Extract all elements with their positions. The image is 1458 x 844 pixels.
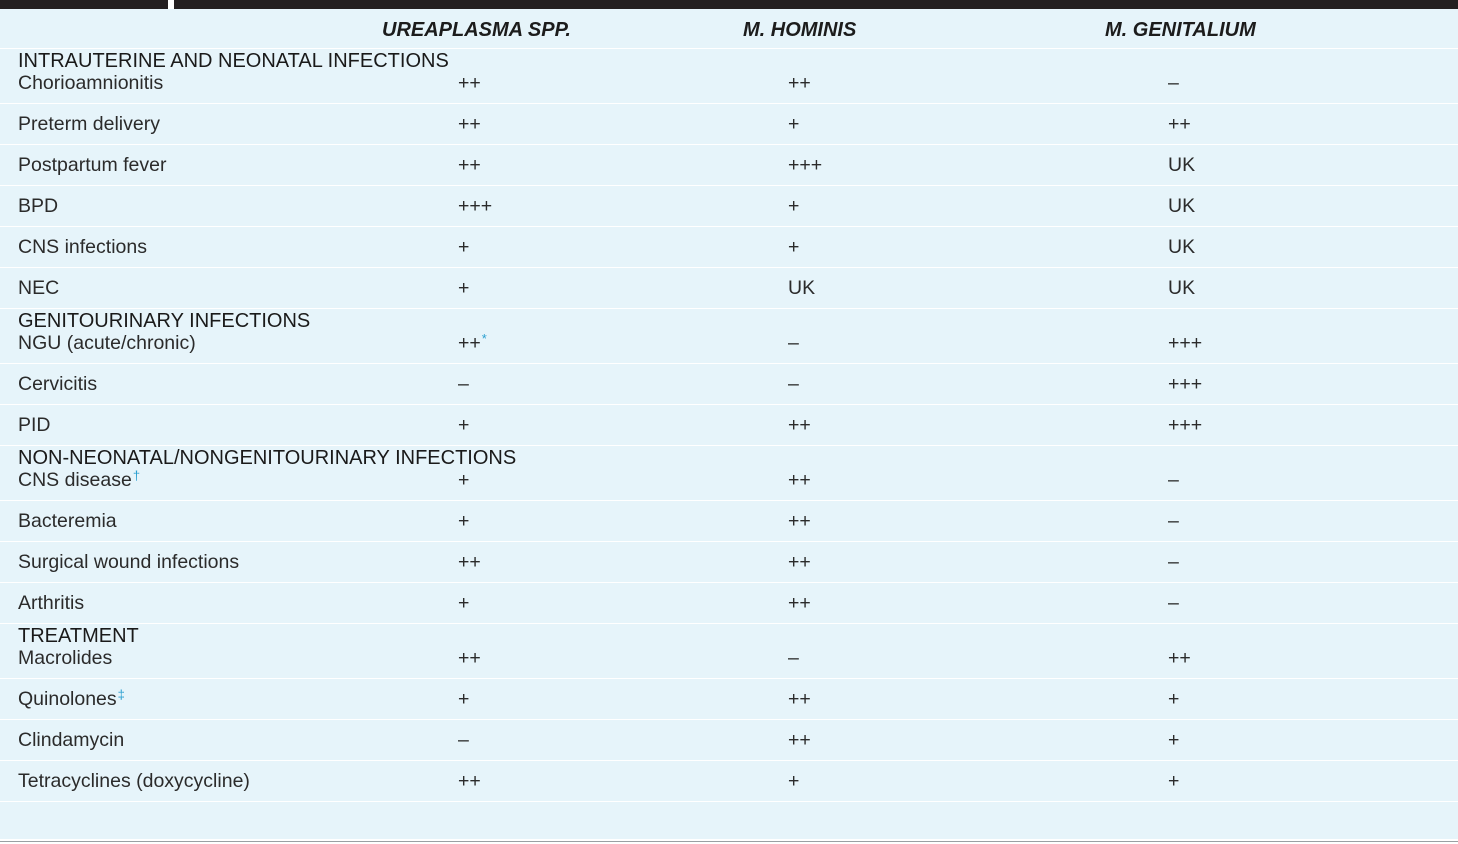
row-label: BPD <box>18 195 59 217</box>
hominis-value: – <box>788 647 799 669</box>
ureaplasma-value: ++ <box>458 770 481 792</box>
ureaplasma-value: + <box>458 236 470 258</box>
row-label: Macrolides <box>18 647 113 669</box>
ureaplasma-value: +++ <box>458 195 493 217</box>
ureaplasma-value: + <box>458 469 470 491</box>
section-title: INTRAUTERINE AND NEONATAL INFECTIONS <box>18 50 449 72</box>
row-label: CNS infections <box>18 236 147 258</box>
genitalium-value: UK <box>1168 277 1196 299</box>
header-ureaplasma: UREAPLASMA SPP. <box>382 19 571 41</box>
genitalium-value: – <box>1168 469 1179 491</box>
header-m-genitalium: M. GENITALIUM <box>1105 19 1256 41</box>
genitalium-value: UK <box>1168 236 1196 258</box>
genitalium-value: UK <box>1168 195 1196 217</box>
row-label: Chorioamnionitis <box>18 72 164 94</box>
table-row <box>0 583 1458 624</box>
hominis-value: ++ <box>788 414 811 436</box>
ureaplasma-value: ++ <box>458 647 481 669</box>
genitalium-value: ++ <box>1168 113 1191 135</box>
section-title: GENITOURINARY INFECTIONS <box>18 310 311 332</box>
comparison-table <box>0 9 1458 839</box>
hominis-value: ++ <box>788 72 811 94</box>
hominis-value: + <box>788 195 800 217</box>
section-title: TREATMENT <box>18 625 139 647</box>
genitalium-value: – <box>1168 72 1179 94</box>
hominis-value: ++ <box>788 592 811 614</box>
top-rule-notch <box>168 0 174 9</box>
table-row <box>0 542 1458 583</box>
table-row <box>0 364 1458 405</box>
genitalium-value: UK <box>1168 154 1196 176</box>
table-header-row <box>0 9 1458 49</box>
table-row <box>0 331 1458 364</box>
genitalium-value: + <box>1168 729 1180 751</box>
ureaplasma-value: + <box>458 688 470 710</box>
footnote-marker: * <box>481 331 487 346</box>
genitalium-value: + <box>1168 770 1180 792</box>
ureaplasma-value: – <box>458 373 469 395</box>
section-heading <box>0 446 1458 468</box>
table-row <box>0 646 1458 679</box>
hominis-value: ++ <box>788 551 811 573</box>
ureaplasma-value: ++ <box>458 113 481 135</box>
hominis-value: ++ <box>788 469 811 491</box>
hominis-value: +++ <box>788 154 823 176</box>
row-label: Bacteremia <box>18 510 117 532</box>
row-label: Preterm delivery <box>18 113 160 135</box>
ureaplasma-value: ++ <box>458 72 481 94</box>
row-label-text: CNS disease <box>18 469 132 491</box>
ureaplasma-value: + <box>458 277 470 299</box>
table-row <box>0 71 1458 104</box>
bottom-rule <box>0 839 1458 844</box>
ureaplasma-value: + <box>458 510 470 532</box>
hominis-value: ++ <box>788 688 811 710</box>
header-m-hominis: M. HOMINIS <box>743 19 857 41</box>
row-label: Surgical wound infections <box>18 551 240 573</box>
hominis-value: + <box>788 770 800 792</box>
ureaplasma-value <box>458 331 487 354</box>
row-label: Arthritis <box>18 592 85 614</box>
ureaplasma-value: + <box>458 414 470 436</box>
section-heading <box>0 309 1458 331</box>
section-title: NON-NEONATAL/NONGENITOURINARY INFECTIONS <box>18 447 517 469</box>
ureaplasma-value: ++ <box>458 551 481 573</box>
table-row <box>0 720 1458 761</box>
genitalium-value: – <box>1168 592 1179 614</box>
row-label <box>18 687 125 710</box>
footnote-marker: ‡ <box>117 687 125 702</box>
section-heading <box>0 624 1458 646</box>
table-row <box>0 501 1458 542</box>
genitalium-value: +++ <box>1168 373 1203 395</box>
row-label: Cervicitis <box>18 373 98 395</box>
bottom-rule-line <box>0 841 1458 842</box>
ureaplasma-value: + <box>458 592 470 614</box>
table-row <box>0 405 1458 446</box>
table-row <box>0 268 1458 309</box>
hominis-value: – <box>788 332 799 354</box>
hominis-value: + <box>788 113 800 135</box>
table-row <box>0 227 1458 268</box>
top-rule <box>0 0 1458 9</box>
genitalium-value: +++ <box>1168 414 1203 436</box>
genitalium-value: +++ <box>1168 332 1203 354</box>
footnote-marker: † <box>132 468 141 483</box>
genitalium-value: + <box>1168 688 1180 710</box>
row-label: Tetracyclines (doxycycline) <box>18 770 250 792</box>
table-row <box>0 761 1458 802</box>
genitalium-value: – <box>1168 510 1179 532</box>
table-row <box>0 679 1458 720</box>
genitalium-value: – <box>1168 551 1179 573</box>
hominis-value: ++ <box>788 510 811 532</box>
row-label: PID <box>18 414 51 436</box>
table-row <box>0 104 1458 145</box>
table-row <box>0 186 1458 227</box>
section-heading <box>0 49 1458 71</box>
hominis-value: ++ <box>788 729 811 751</box>
row-label <box>18 468 141 491</box>
ureaplasma-value-text: ++ <box>458 332 481 354</box>
genitalium-value: ++ <box>1168 647 1191 669</box>
hominis-value: + <box>788 236 800 258</box>
row-label: Clindamycin <box>18 729 125 751</box>
row-label-text: Quinolones <box>18 688 117 710</box>
hominis-value: UK <box>788 277 816 299</box>
ureaplasma-value: ++ <box>458 154 481 176</box>
row-label: NEC <box>18 277 60 299</box>
table-row <box>0 145 1458 186</box>
row-label: Postpartum fever <box>18 154 167 176</box>
table-row <box>0 468 1458 501</box>
hominis-value: – <box>788 373 799 395</box>
row-label: NGU (acute/chronic) <box>18 332 196 354</box>
ureaplasma-value: – <box>458 729 469 751</box>
